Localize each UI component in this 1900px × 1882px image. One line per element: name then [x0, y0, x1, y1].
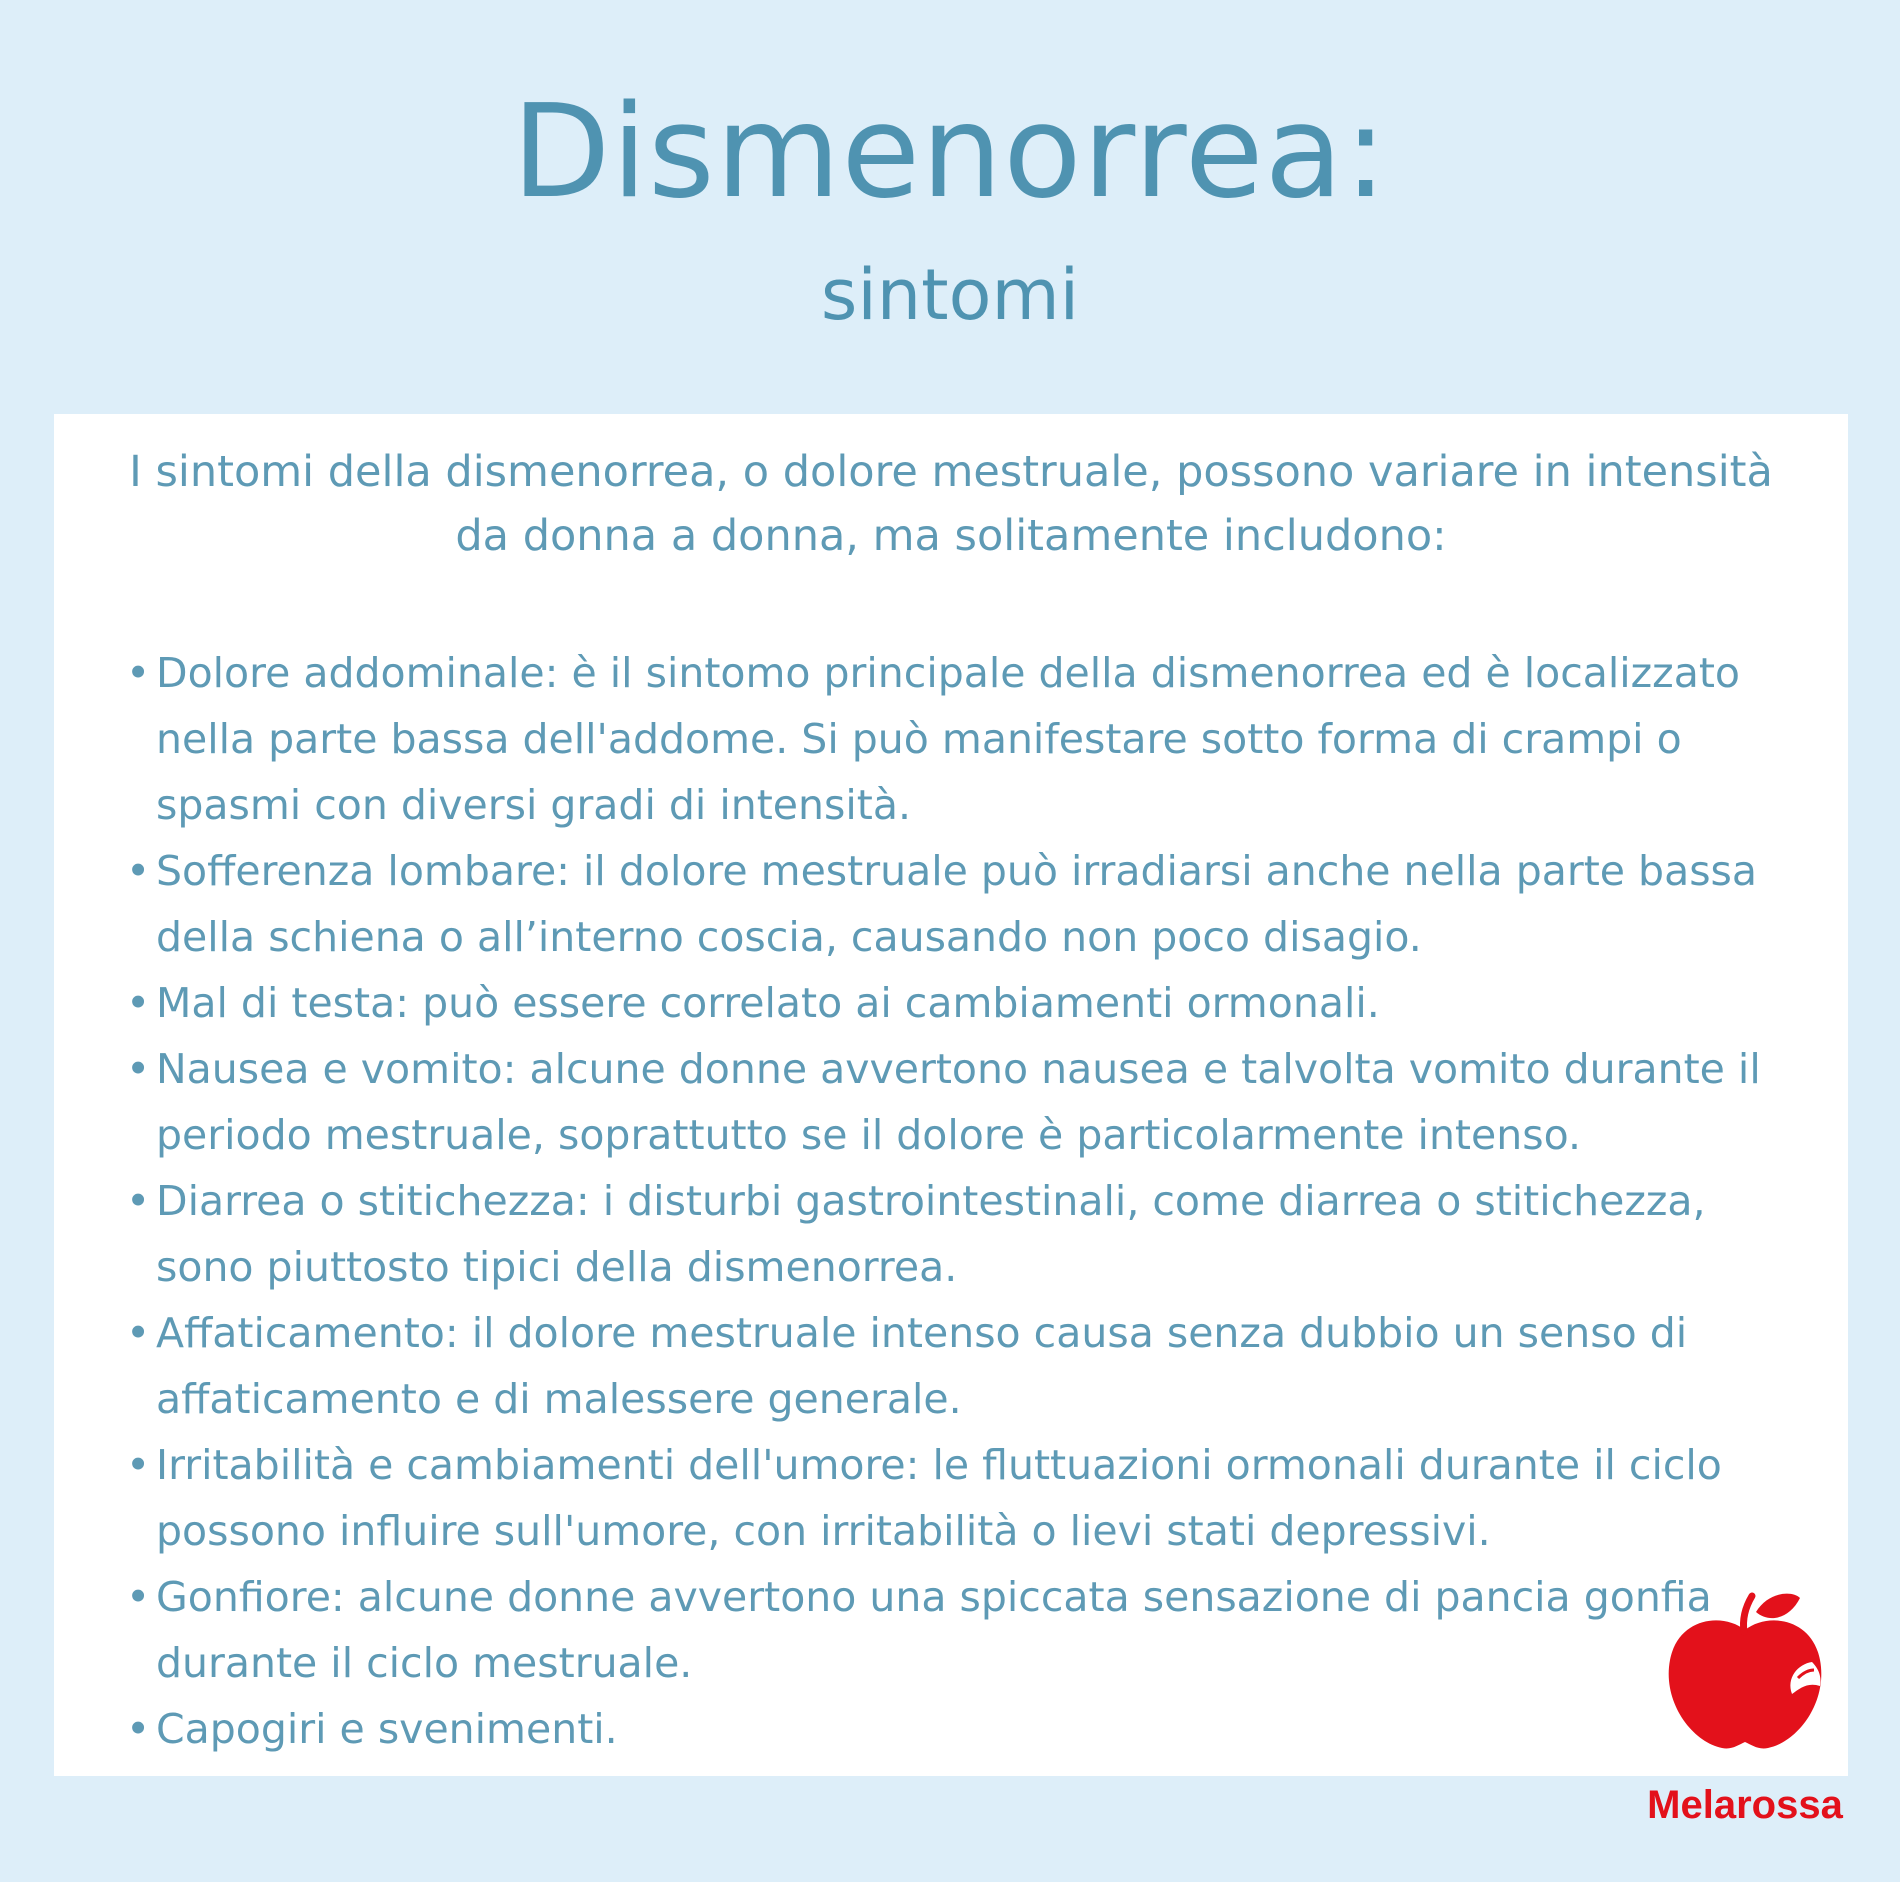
- bullet-icon: •: [126, 979, 151, 1027]
- page-title: Dismenorrea:: [511, 78, 1389, 227]
- symptom-item: [126, 1036, 1806, 1168]
- content-card: [54, 414, 1848, 1776]
- symptom-text: Dolore addominale: è il sintomo principale della dismenorrea ed è localizzato nella parte bassa dell'addome. Si può manifestare sotto forma di crampi o spasmi con diversi gradi di intensità.: [156, 649, 1740, 829]
- symptom-item: [126, 1300, 1806, 1432]
- bullet-icon: •: [126, 1573, 151, 1621]
- intro-text: I sintomi della dismenorrea, o dolore mestruale, possono variare in intensità da donna a donna, ma solitamente includono:: [129, 447, 1773, 561]
- bullet-icon: •: [126, 1045, 151, 1093]
- brand-name: Melarossa: [1647, 1783, 1843, 1827]
- bullet-icon: •: [126, 847, 151, 895]
- symptom-list: [126, 640, 1806, 1762]
- bullet-icon: •: [126, 1705, 151, 1753]
- symptom-text: Capogiri e svenimenti.: [156, 1705, 618, 1753]
- symptom-item: [126, 838, 1806, 970]
- symptom-text: Mal di testa: può essere correlato ai cambiamenti ormonali.: [156, 979, 1380, 1027]
- symptom-item: [126, 1432, 1806, 1564]
- apple-icon: [1660, 1590, 1830, 1755]
- symptom-item: [126, 1564, 1806, 1696]
- symptom-item: [126, 640, 1806, 838]
- bullet-icon: •: [126, 649, 151, 697]
- bullet-icon: •: [126, 1441, 151, 1489]
- symptom-text: Irritabilità e cambiamenti dell'umore: le fluttuazioni ormonali durante il ciclo possono influire sull'umore, con irritabilità o lievi stati depressivi.: [156, 1441, 1722, 1555]
- bullet-icon: •: [126, 1177, 151, 1225]
- symptom-text: Nausea e vomito: alcune donne avvertono nausea e talvolta vomito durante il periodo mestruale, soprattutto se il dolore è particolarmente intenso.: [156, 1045, 1761, 1159]
- brand-logo: [1630, 1590, 1860, 1850]
- symptom-item: [126, 1696, 1806, 1762]
- symptom-text: Sofferenza lombare: il dolore mestruale può irradiarsi anche nella parte bassa della schiena o all’interno coscia, causando non poco disagio.: [156, 847, 1758, 961]
- symptom-item: [126, 1168, 1806, 1300]
- page-subtitle: sintomi: [820, 254, 1080, 336]
- symptom-text: Gonfiore: alcune donne avvertono una spiccata sensazione di pancia gonfia durante il ciclo mestruale.: [156, 1573, 1712, 1687]
- symptom-text: Diarrea o stitichezza: i disturbi gastrointestinali, come diarrea o stitichezza, sono piuttosto tipici della dismenorrea.: [156, 1177, 1706, 1291]
- symptom-item: [126, 970, 1806, 1036]
- symptom-text: Affaticamento: il dolore mestruale intenso causa senza dubbio un senso di affaticamento e di malessere generale.: [156, 1309, 1688, 1423]
- bullet-icon: •: [126, 1309, 151, 1357]
